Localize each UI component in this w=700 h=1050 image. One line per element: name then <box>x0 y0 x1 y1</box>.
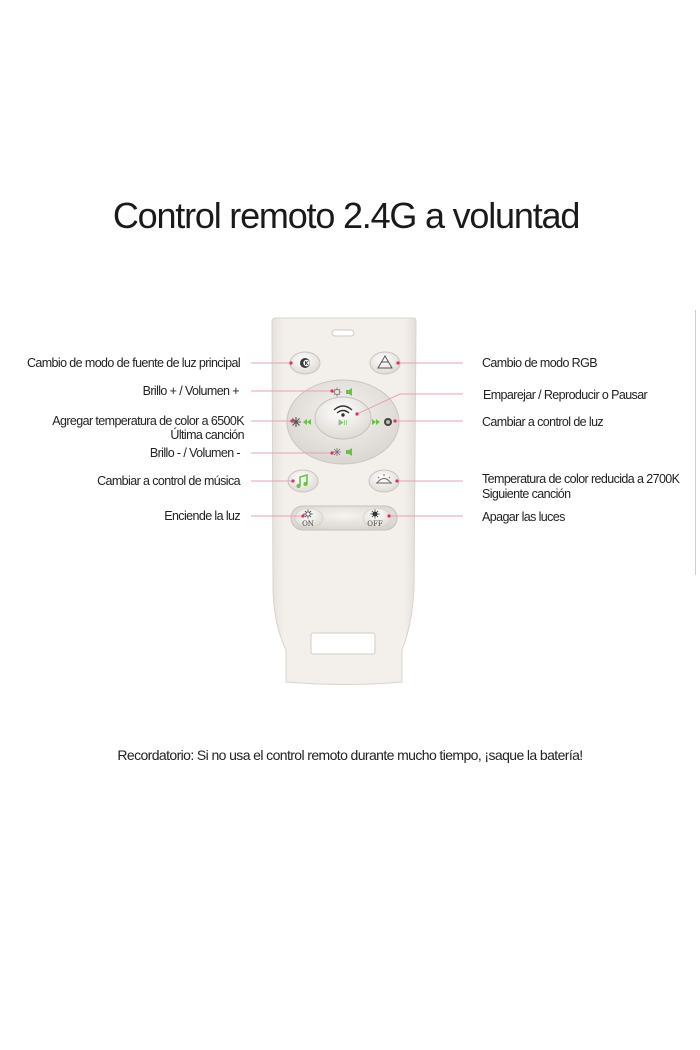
label-enciende: Enciende la luz <box>164 509 240 523</box>
label-cambiar-luz: Cambiar a control de luz <box>482 415 604 429</box>
label-cambio-rgb: Cambio de modo RGB <box>482 356 597 370</box>
reminder-text: Recordatorio: Si no usa el control remoto durante mucho tiempo, ¡saque la batería! <box>117 747 583 763</box>
warm-temp-button <box>369 470 399 492</box>
label-temp-reducida: Temperatura de color reducida a 2700K <box>482 472 680 486</box>
page-title: Control remoto 2.4G a voluntad <box>112 195 580 236</box>
svg-text:K: K <box>304 361 309 368</box>
off-label: OFF <box>367 520 383 528</box>
remote-body <box>272 318 416 685</box>
label-siguiente-cancion: Siguiente canción <box>482 487 571 501</box>
label-cambiar-musica: Cambiar a control de música <box>97 474 240 488</box>
on-label: ON <box>302 520 314 528</box>
label-brillo-mas: Brillo + / Volumen + <box>142 384 239 398</box>
label-brillo-menos: Brillo - / Volumen - <box>149 446 240 460</box>
led-slot <box>332 330 354 336</box>
main-source-icon <box>300 358 310 368</box>
label-apagar: Apagar las luces <box>482 510 565 524</box>
play-pause-button <box>315 397 371 439</box>
edge-divider <box>695 310 696 575</box>
label-emparejar: Emparejar / Reproducir o Pausar <box>483 388 648 402</box>
label-ultima-cancion: Última canción <box>170 428 244 442</box>
label-cambio-fuente: Cambio de modo de fuente de luz principal <box>26 356 240 370</box>
battery-cover <box>311 633 375 654</box>
label-agregar-temp: Agregar temperatura de color a 6500K <box>52 414 244 428</box>
